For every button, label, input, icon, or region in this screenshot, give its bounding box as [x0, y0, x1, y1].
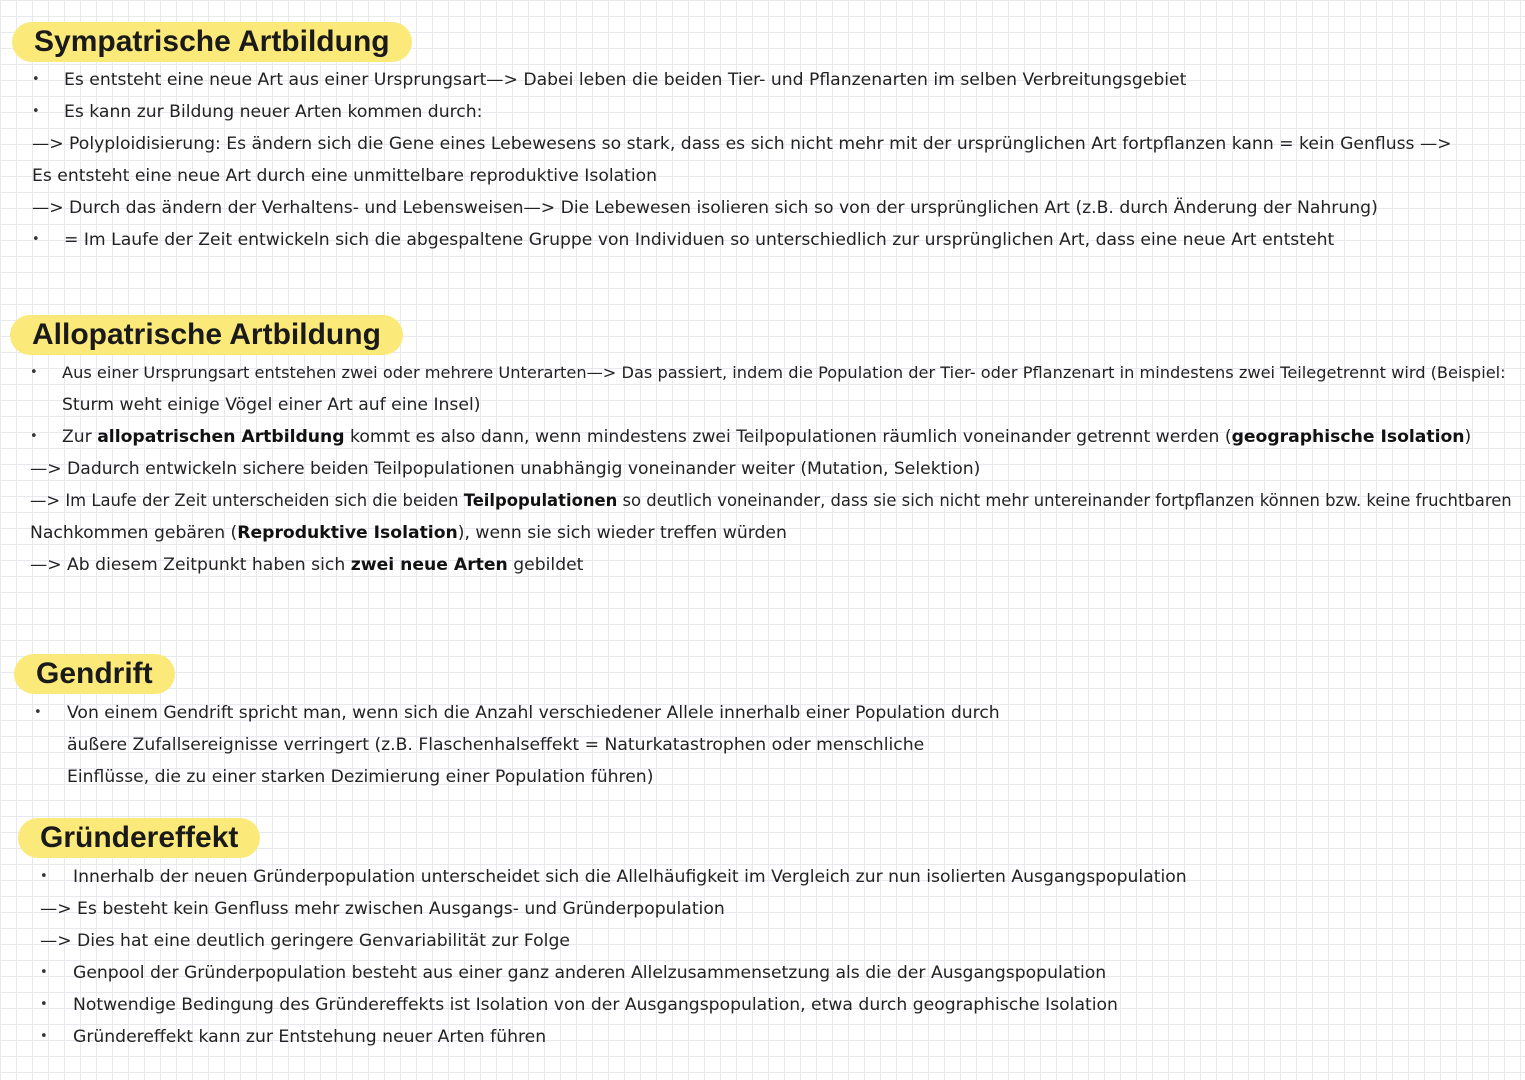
text-line: äußere Zufallsereignisse verringert (z.B. Flaschenhalseffekt = Naturkatastrophen oder menschliche: [67, 735, 925, 755]
text-line: —> Durch das ändern der Verhaltens- und Lebensweisen—> Die Lebewesen isolieren sich so von der ursprünglichen Art (z.B. durch Änderung der Nahrung): [32, 198, 1378, 218]
text-line: Innerhalb der neuen Gründerpopulation unterscheidet sich die Allelhäufigkeit im Vergleich zur nun isolierten Ausgangspopulation: [73, 867, 1187, 887]
bullet: •: [32, 104, 40, 119]
text-line: —> Dadurch entwickeln sichere beiden Teilpopulationen unabhängig voneinander weiter (Mutation, Selektion): [30, 459, 981, 479]
bullet: •: [30, 365, 38, 380]
bullet: •: [40, 997, 48, 1012]
text-segment: kommt es also dann, wenn mindestens zwei Teilpopulationen räumlich voneinander getrennt werden (: [344, 427, 1232, 447]
text-line: —> Polyploidisierung: Es ändern sich die Gene eines Lebewesens so stark, dass es sich nicht mehr mit der ursprünglichen Art fortpflanzen kann = kein Genfluss —>: [32, 134, 1452, 154]
bullet: •: [32, 232, 40, 247]
text-line: Es entsteht eine neue Art durch eine unmittelbare reproduktive Isolation: [32, 166, 658, 186]
text-line: Es entsteht eine neue Art aus einer Ursprungsart—> Dabei leben die beiden Tier- und Pflanzenarten im selben Verbreitungsgebiet: [64, 70, 1187, 90]
heading-allopatrische-artbildung: Allopatrische Artbildung: [10, 315, 403, 355]
text-segment: gebildet: [507, 555, 584, 575]
bullet: •: [40, 869, 48, 884]
text-line: Genpool der Gründerpopulation besteht aus einer ganz anderen Allelzusammensetzung als die der Ausgangspopulation: [73, 963, 1107, 983]
heading-gendrift: Gendrift: [14, 654, 175, 694]
heading-gruendereffekt: Gründereffekt: [18, 818, 260, 858]
bold-term-zwei-neue-arten: zwei neue Arten: [350, 555, 508, 575]
text-line: —> Dies hat eine deutlich geringere Genvariabilität zur Folge: [40, 931, 570, 951]
text-segment: ): [1464, 427, 1472, 447]
text-segment: Nachkommen gebären (: [30, 523, 238, 543]
text-line: Von einem Gendrift spricht man, wenn sich die Anzahl verschiedener Allele innerhalb einer Population durch: [67, 703, 1000, 723]
bullet: •: [34, 705, 42, 720]
text-segment: ), wenn sie sich wieder treffen würden: [457, 523, 787, 543]
heading-sympatrische-artbildung: Sympatrische Artbildung: [12, 22, 412, 62]
text-line: —> Es besteht kein Genfluss mehr zwischen Ausgangs- und Gründerpopulation: [40, 899, 725, 919]
text-line: = Im Laufe der Zeit entwickeln sich die abgespaltene Gruppe von Individuen so unterschiedlich zur ursprünglichen Art, dass eine neue Art entsteht: [64, 230, 1335, 250]
text-line: [30, 517, 787, 549]
text-line: Notwendige Bedingung des Gründereffekts ist Isolation von der Ausgangspopulation, etwa durch geographische Isolation: [73, 995, 1118, 1015]
text-segment: —> Im Laufe der Zeit unterscheiden sich die beiden: [30, 491, 464, 510]
text-line: Gründereffekt kann zur Entstehung neuer Arten führen: [73, 1027, 547, 1047]
text-line: Aus einer Ursprungsart entstehen zwei oder mehrere Unterarten—> Das passiert, indem die Population der Tier- oder Pflanzenart in mindestens zwei Teilegetrennt wird (Beispiel:: [62, 363, 1506, 382]
bullet: •: [40, 965, 48, 980]
bullet: •: [30, 429, 38, 444]
bold-term-geographische-isolation: geographische Isolation: [1231, 427, 1465, 447]
text-line: Sturm weht einige Vögel einer Art auf eine Insel): [62, 395, 481, 415]
bold-term-teilpopulationen: Teilpopulationen: [463, 491, 618, 510]
text-line: Einflüsse, die zu einer starken Dezimierung einer Population führen): [67, 767, 654, 787]
text-segment: —> Ab diesem Zeitpunkt haben sich: [30, 555, 351, 575]
text-segment: so deutlich voneinander, dass sie sich nicht mehr untereinander fortpflanzen können bzw. keine fruchtbaren: [617, 491, 1512, 510]
text-line: [30, 485, 1512, 517]
text-line: Es kann zur Bildung neuer Arten kommen durch:: [64, 102, 483, 122]
bullet: •: [32, 72, 40, 87]
text-line: [62, 421, 1471, 453]
text-line: [30, 549, 583, 581]
bold-term-allopatrische-artbildung: allopatrischen Artbildung: [97, 427, 345, 447]
bullet: •: [40, 1029, 48, 1044]
text-segment: Zur: [62, 427, 98, 447]
bold-term-reproduktive-isolation: Reproduktive Isolation: [237, 523, 458, 543]
